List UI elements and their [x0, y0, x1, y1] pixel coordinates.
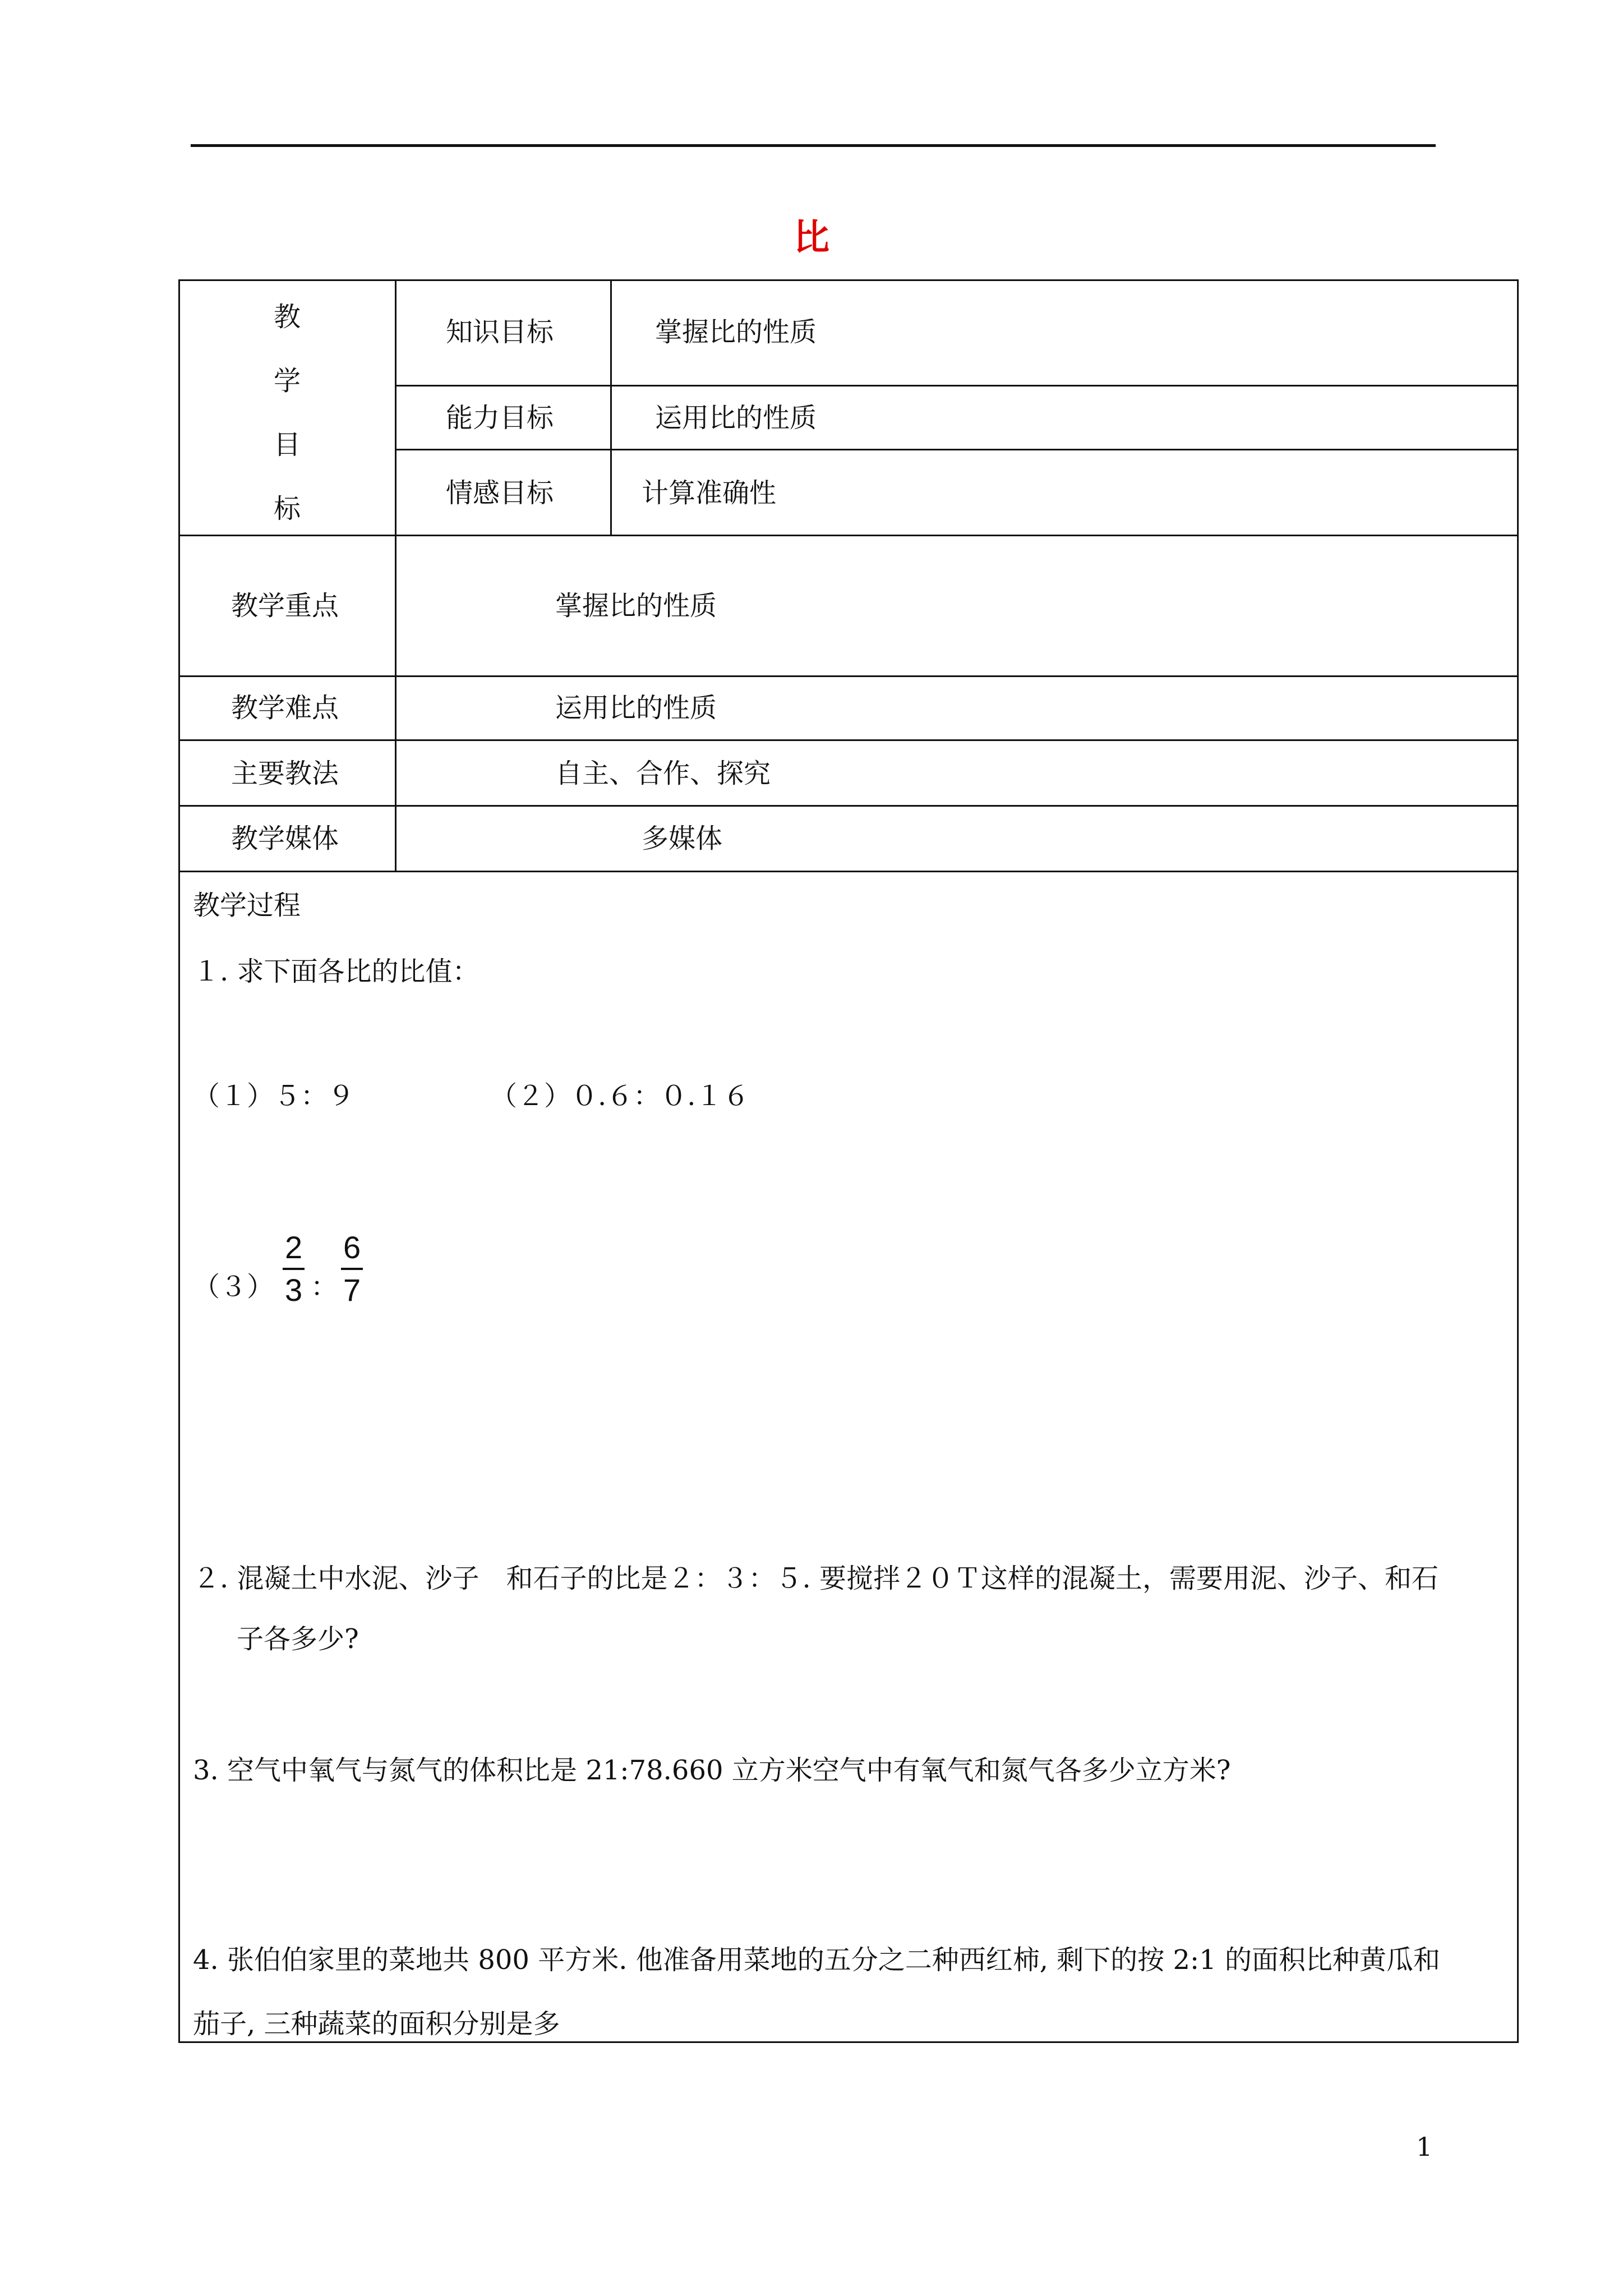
question-3: 3. 空气中氧气与氮气的体积比是 21:78.660 立方米空气中有氧气和氮气各多少立方米? [193, 1755, 1231, 1786]
question-1a: （１）５：９ [193, 1080, 355, 1112]
info-label-media: 教学媒体 [231, 823, 339, 854]
process-heading: 教学过程 [193, 890, 301, 921]
fraction-numerator: 2 [283, 1232, 305, 1270]
fraction-denominator: 7 [343, 1272, 361, 1308]
row-divider [178, 675, 1519, 677]
row-divider [178, 535, 1519, 536]
row-divider [395, 385, 1519, 386]
header-rule [191, 144, 1436, 147]
row-divider [178, 805, 1519, 807]
info-value-method: 自主、合作、探究 [555, 758, 771, 789]
objectives-label-char: 学 [273, 365, 301, 397]
row-divider [178, 871, 1519, 872]
table-border-bottom [178, 2041, 1519, 2043]
objectives-label-char: 教 [273, 301, 301, 333]
question-2-line-1: ２. 混凝土中水泥、沙子 和石子的比是２：３：５. 要搅拌２０Ｔ这样的混凝土，需要用泥、沙子、和石 [193, 1563, 1439, 1594]
row-divider [178, 739, 1519, 741]
objective-label: 能力目标 [446, 402, 554, 434]
question-1: １. 求下面各比的比值： [193, 956, 479, 987]
table-border-right [1517, 279, 1519, 2043]
info-label-difficulty: 教学难点 [231, 692, 339, 724]
table-border-left [178, 279, 180, 2043]
fraction-denominator: 3 [285, 1272, 303, 1308]
ratio-colon: ： [311, 1271, 338, 1303]
objective-value: 运用比的性质 [655, 402, 817, 434]
column-divider-2 [610, 279, 612, 536]
question-2-line-2: 子各多少? [237, 1623, 359, 1655]
objective-value: 计算准确性 [642, 477, 777, 509]
info-value-key-point: 掌握比的性质 [555, 590, 717, 622]
column-divider-1 [395, 279, 396, 872]
fraction-six-sevenths [341, 1232, 363, 1306]
question-4-line-2: 茄子, 三种蔬菜的面积分别是多 [193, 2008, 560, 2040]
question-1c-prefix: （３） [193, 1271, 274, 1303]
table-border-top [178, 279, 1519, 281]
row-divider [395, 449, 1519, 450]
fraction-two-thirds [283, 1232, 305, 1306]
question-1b: （２）０.６：０.１６ [490, 1080, 750, 1112]
objective-value: 掌握比的性质 [655, 316, 817, 348]
info-label-key-point: 教学重点 [231, 590, 339, 622]
lesson-plan-table [178, 279, 1519, 2043]
objective-label: 知识目标 [446, 316, 554, 348]
question-4-line-1: 4. 张伯伯家里的菜地共 800 平方米. 他准备用菜地的五分之二种西红柿, 剩下的按 2:1 的面积比种黄瓜和 [193, 1944, 1440, 1976]
fraction-numerator: 6 [341, 1232, 363, 1270]
objective-label: 情感目标 [446, 477, 554, 509]
info-value-media: 多媒体 [642, 823, 723, 854]
page-number: 1 [1416, 2132, 1433, 2162]
objectives-label-char: 标 [273, 493, 301, 524]
info-label-method: 主要教法 [231, 758, 339, 789]
page-title: 比 [794, 217, 829, 259]
info-value-difficulty: 运用比的性质 [555, 692, 717, 724]
objectives-label-char: 目 [273, 429, 301, 461]
